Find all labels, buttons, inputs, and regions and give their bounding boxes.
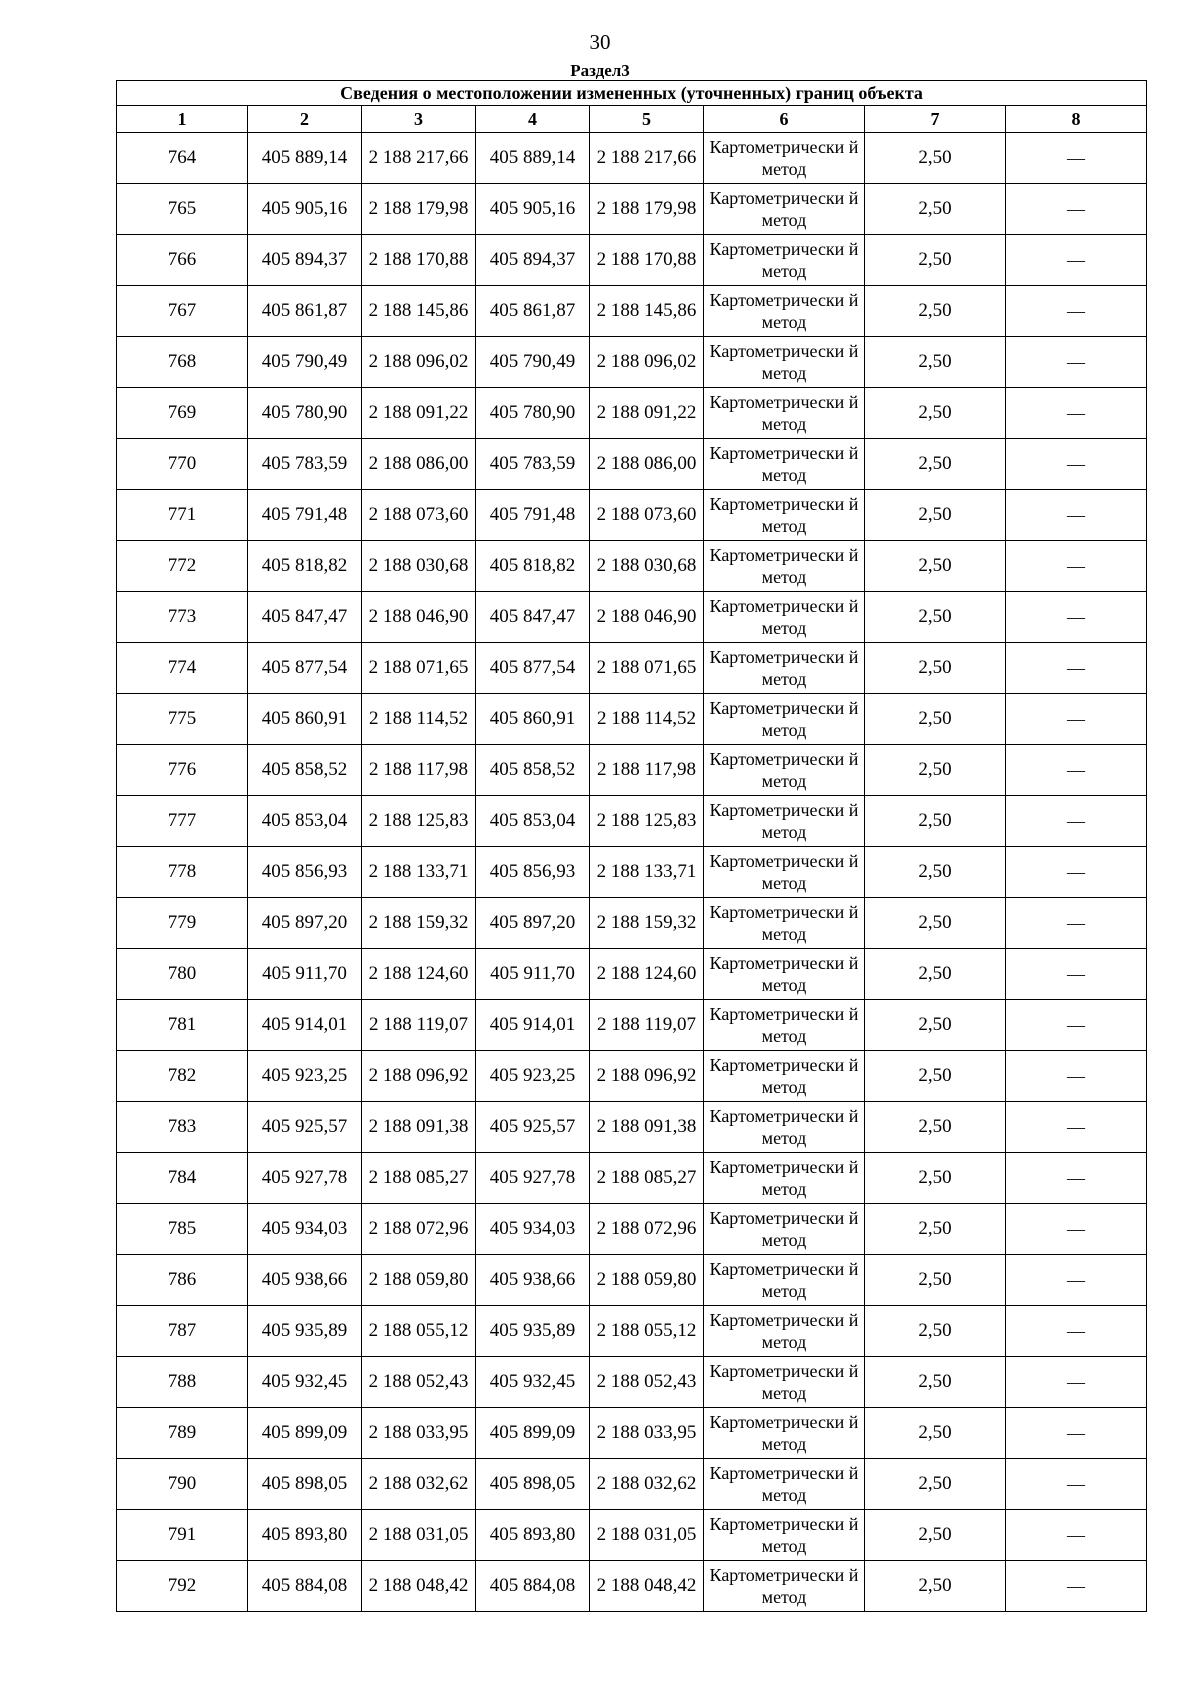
point-number-cell: 773 [117, 592, 248, 643]
y-existing-cell: 2 188 114,52 [362, 694, 476, 745]
x-existing-cell: 405 932,45 [248, 1357, 362, 1408]
y-existing-cell: 2 188 030,68 [362, 541, 476, 592]
y-refined-cell: 2 188 179,98 [590, 184, 704, 235]
point-number-cell: 765 [117, 184, 248, 235]
point-number-cell: 780 [117, 949, 248, 1000]
y-existing-cell: 2 188 091,38 [362, 1102, 476, 1153]
note-cell: — [1006, 1357, 1147, 1408]
note-cell: — [1006, 1306, 1147, 1357]
x-refined-cell: 405 790,49 [476, 337, 590, 388]
column-header-2: 2 [248, 106, 362, 133]
point-number-cell: 774 [117, 643, 248, 694]
y-existing-cell: 2 188 072,96 [362, 1204, 476, 1255]
accuracy-cell: 2,50 [865, 694, 1006, 745]
point-number-cell: 764 [117, 133, 248, 184]
note-cell: — [1006, 184, 1147, 235]
table-row [117, 592, 1147, 643]
x-existing-cell: 405 938,66 [248, 1255, 362, 1306]
accuracy-cell: 2,50 [865, 898, 1006, 949]
accuracy-cell: 2,50 [865, 1459, 1006, 1510]
x-existing-cell: 405 905,16 [248, 184, 362, 235]
method-cell: Картометрически й метод [704, 184, 865, 235]
y-existing-cell: 2 188 145,86 [362, 286, 476, 337]
x-refined-cell: 405 889,14 [476, 133, 590, 184]
x-refined-cell: 405 893,80 [476, 1510, 590, 1561]
point-number-cell: 779 [117, 898, 248, 949]
y-refined-cell: 2 188 124,60 [590, 949, 704, 1000]
accuracy-cell: 2,50 [865, 847, 1006, 898]
y-refined-cell: 2 188 030,68 [590, 541, 704, 592]
x-refined-cell: 405 934,03 [476, 1204, 590, 1255]
note-cell: — [1006, 796, 1147, 847]
table-row [117, 745, 1147, 796]
y-existing-cell: 2 188 031,05 [362, 1510, 476, 1561]
column-header-3: 3 [362, 106, 476, 133]
accuracy-cell: 2,50 [865, 541, 1006, 592]
x-existing-cell: 405 889,14 [248, 133, 362, 184]
y-existing-cell: 2 188 055,12 [362, 1306, 476, 1357]
x-existing-cell: 405 783,59 [248, 439, 362, 490]
y-refined-cell: 2 188 125,83 [590, 796, 704, 847]
note-cell: — [1006, 235, 1147, 286]
y-refined-cell: 2 188 170,88 [590, 235, 704, 286]
accuracy-cell: 2,50 [865, 1357, 1006, 1408]
note-cell: — [1006, 133, 1147, 184]
y-refined-cell: 2 188 033,95 [590, 1408, 704, 1459]
point-number-cell: 785 [117, 1204, 248, 1255]
y-refined-cell: 2 188 048,42 [590, 1561, 704, 1612]
method-cell: Картометрически й метод [704, 949, 865, 1000]
method-cell: Картометрически й метод [704, 1408, 865, 1459]
y-existing-cell: 2 188 125,83 [362, 796, 476, 847]
y-refined-cell: 2 188 032,62 [590, 1459, 704, 1510]
point-number-cell: 766 [117, 235, 248, 286]
y-existing-cell: 2 188 119,07 [362, 1000, 476, 1051]
y-existing-cell: 2 188 046,90 [362, 592, 476, 643]
y-refined-cell: 2 188 117,98 [590, 745, 704, 796]
y-existing-cell: 2 188 133,71 [362, 847, 476, 898]
y-refined-cell: 2 188 114,52 [590, 694, 704, 745]
accuracy-cell: 2,50 [865, 337, 1006, 388]
table-body [117, 133, 1147, 1612]
x-refined-cell: 405 858,52 [476, 745, 590, 796]
y-refined-cell: 2 188 133,71 [590, 847, 704, 898]
accuracy-cell: 2,50 [865, 949, 1006, 1000]
x-refined-cell: 405 853,04 [476, 796, 590, 847]
note-cell: — [1006, 1255, 1147, 1306]
method-cell: Картометрически й метод [704, 439, 865, 490]
x-existing-cell: 405 923,25 [248, 1051, 362, 1102]
x-existing-cell: 405 877,54 [248, 643, 362, 694]
point-number-cell: 788 [117, 1357, 248, 1408]
note-cell: — [1006, 1000, 1147, 1051]
x-existing-cell: 405 847,47 [248, 592, 362, 643]
column-header-row [117, 106, 1147, 133]
y-refined-cell: 2 188 091,22 [590, 388, 704, 439]
table-row [117, 286, 1147, 337]
method-cell: Картометрически й метод [704, 1561, 865, 1612]
method-cell: Картометрически й метод [704, 1102, 865, 1153]
x-refined-cell: 405 847,47 [476, 592, 590, 643]
point-number-cell: 778 [117, 847, 248, 898]
point-number-cell: 786 [117, 1255, 248, 1306]
y-refined-cell: 2 188 085,27 [590, 1153, 704, 1204]
y-existing-cell: 2 188 117,98 [362, 745, 476, 796]
table-row [117, 490, 1147, 541]
x-existing-cell: 405 897,20 [248, 898, 362, 949]
accuracy-cell: 2,50 [865, 1051, 1006, 1102]
table-row [117, 1102, 1147, 1153]
accuracy-cell: 2,50 [865, 592, 1006, 643]
note-cell: — [1006, 1459, 1147, 1510]
x-refined-cell: 405 938,66 [476, 1255, 590, 1306]
y-refined-cell: 2 188 071,65 [590, 643, 704, 694]
x-existing-cell: 405 914,01 [248, 1000, 362, 1051]
point-number-cell: 783 [117, 1102, 248, 1153]
method-cell: Картометрически й метод [704, 133, 865, 184]
y-existing-cell: 2 188 179,98 [362, 184, 476, 235]
method-cell: Картометрически й метод [704, 337, 865, 388]
note-cell: — [1006, 592, 1147, 643]
x-existing-cell: 405 934,03 [248, 1204, 362, 1255]
x-existing-cell: 405 893,80 [248, 1510, 362, 1561]
note-cell: — [1006, 847, 1147, 898]
x-existing-cell: 405 791,48 [248, 490, 362, 541]
y-refined-cell: 2 188 052,43 [590, 1357, 704, 1408]
y-refined-cell: 2 188 046,90 [590, 592, 704, 643]
method-cell: Картометрически й метод [704, 1510, 865, 1561]
point-number-cell: 767 [117, 286, 248, 337]
y-existing-cell: 2 188 071,65 [362, 643, 476, 694]
method-cell: Картометрически й метод [704, 796, 865, 847]
x-refined-cell: 405 927,78 [476, 1153, 590, 1204]
point-number-cell: 792 [117, 1561, 248, 1612]
x-refined-cell: 405 897,20 [476, 898, 590, 949]
y-existing-cell: 2 188 091,22 [362, 388, 476, 439]
method-cell: Картометрически й метод [704, 745, 865, 796]
y-refined-cell: 2 188 217,66 [590, 133, 704, 184]
x-refined-cell: 405 932,45 [476, 1357, 590, 1408]
table-row [117, 439, 1147, 490]
x-existing-cell: 405 858,52 [248, 745, 362, 796]
table-row [117, 337, 1147, 388]
table-row [117, 949, 1147, 1000]
x-existing-cell: 405 927,78 [248, 1153, 362, 1204]
note-cell: — [1006, 337, 1147, 388]
method-cell: Картометрически й метод [704, 388, 865, 439]
table-row [117, 1510, 1147, 1561]
table-row [117, 1408, 1147, 1459]
x-refined-cell: 405 856,93 [476, 847, 590, 898]
method-cell: Картометрически й метод [704, 643, 865, 694]
x-existing-cell: 405 935,89 [248, 1306, 362, 1357]
y-refined-cell: 2 188 091,38 [590, 1102, 704, 1153]
x-refined-cell: 405 877,54 [476, 643, 590, 694]
note-cell: — [1006, 643, 1147, 694]
y-refined-cell: 2 188 119,07 [590, 1000, 704, 1051]
accuracy-cell: 2,50 [865, 235, 1006, 286]
method-cell: Картометрически й метод [704, 1204, 865, 1255]
method-cell: Картометрически й метод [704, 898, 865, 949]
note-cell: — [1006, 439, 1147, 490]
y-existing-cell: 2 188 059,80 [362, 1255, 476, 1306]
y-refined-cell: 2 188 159,32 [590, 898, 704, 949]
accuracy-cell: 2,50 [865, 1204, 1006, 1255]
point-number-cell: 777 [117, 796, 248, 847]
method-cell: Картометрически й метод [704, 1255, 865, 1306]
y-refined-cell: 2 188 073,60 [590, 490, 704, 541]
x-existing-cell: 405 911,70 [248, 949, 362, 1000]
y-existing-cell: 2 188 124,60 [362, 949, 476, 1000]
boundary-coordinates-table [116, 80, 1147, 1612]
x-refined-cell: 405 860,91 [476, 694, 590, 745]
x-refined-cell: 405 905,16 [476, 184, 590, 235]
y-refined-cell: 2 188 072,96 [590, 1204, 704, 1255]
note-cell: — [1006, 1510, 1147, 1561]
method-cell: Картометрически й метод [704, 592, 865, 643]
y-refined-cell: 2 188 086,00 [590, 439, 704, 490]
x-refined-cell: 405 898,05 [476, 1459, 590, 1510]
x-refined-cell: 405 783,59 [476, 439, 590, 490]
method-cell: Картометрически й метод [704, 694, 865, 745]
note-cell: — [1006, 541, 1147, 592]
table-row [117, 643, 1147, 694]
x-refined-cell: 405 923,25 [476, 1051, 590, 1102]
y-existing-cell: 2 188 170,88 [362, 235, 476, 286]
x-refined-cell: 405 914,01 [476, 1000, 590, 1051]
table-row [117, 388, 1147, 439]
point-number-cell: 770 [117, 439, 248, 490]
column-header-4: 4 [476, 106, 590, 133]
x-refined-cell: 405 911,70 [476, 949, 590, 1000]
x-refined-cell: 405 925,57 [476, 1102, 590, 1153]
table-row [117, 847, 1147, 898]
note-cell: — [1006, 1153, 1147, 1204]
table-row [117, 796, 1147, 847]
page-number: 30 [589, 30, 611, 54]
x-existing-cell: 405 898,05 [248, 1459, 362, 1510]
y-existing-cell: 2 188 052,43 [362, 1357, 476, 1408]
table-row [117, 1051, 1147, 1102]
y-existing-cell: 2 188 217,66 [362, 133, 476, 184]
method-cell: Картометрически й метод [704, 1306, 865, 1357]
table-row [117, 694, 1147, 745]
column-header-1: 1 [117, 106, 248, 133]
accuracy-cell: 2,50 [865, 1153, 1006, 1204]
point-number-cell: 769 [117, 388, 248, 439]
y-refined-cell: 2 188 055,12 [590, 1306, 704, 1357]
x-refined-cell: 405 935,89 [476, 1306, 590, 1357]
accuracy-cell: 2,50 [865, 1408, 1006, 1459]
method-cell: Картометрически й метод [704, 286, 865, 337]
y-refined-cell: 2 188 059,80 [590, 1255, 704, 1306]
point-number-cell: 790 [117, 1459, 248, 1510]
y-refined-cell: 2 188 096,92 [590, 1051, 704, 1102]
y-existing-cell: 2 188 096,92 [362, 1051, 476, 1102]
column-header-8: 8 [1006, 106, 1147, 133]
y-existing-cell: 2 188 085,27 [362, 1153, 476, 1204]
y-existing-cell: 2 188 073,60 [362, 490, 476, 541]
table-row [117, 235, 1147, 286]
accuracy-cell: 2,50 [865, 1102, 1006, 1153]
x-refined-cell: 405 861,87 [476, 286, 590, 337]
note-cell: — [1006, 1204, 1147, 1255]
accuracy-cell: 2,50 [865, 1000, 1006, 1051]
table-caption: Сведения о местоположении измененных (уточненных) границ объекта [117, 81, 1147, 106]
note-cell: — [1006, 898, 1147, 949]
y-refined-cell: 2 188 096,02 [590, 337, 704, 388]
method-cell: Картометрически й метод [704, 541, 865, 592]
point-number-cell: 775 [117, 694, 248, 745]
accuracy-cell: 2,50 [865, 439, 1006, 490]
note-cell: — [1006, 1408, 1147, 1459]
accuracy-cell: 2,50 [865, 184, 1006, 235]
x-refined-cell: 405 780,90 [476, 388, 590, 439]
note-cell: — [1006, 388, 1147, 439]
method-cell: Картометрически й метод [704, 1051, 865, 1102]
point-number-cell: 791 [117, 1510, 248, 1561]
method-cell: Картометрически й метод [704, 490, 865, 541]
point-number-cell: 771 [117, 490, 248, 541]
accuracy-cell: 2,50 [865, 286, 1006, 337]
note-cell: — [1006, 1051, 1147, 1102]
y-existing-cell: 2 188 159,32 [362, 898, 476, 949]
x-existing-cell: 405 925,57 [248, 1102, 362, 1153]
column-header-5: 5 [590, 106, 704, 133]
point-number-cell: 776 [117, 745, 248, 796]
x-existing-cell: 405 780,90 [248, 388, 362, 439]
table-row [117, 1153, 1147, 1204]
x-existing-cell: 405 856,93 [248, 847, 362, 898]
accuracy-cell: 2,50 [865, 745, 1006, 796]
table-row [117, 541, 1147, 592]
table-row [117, 1561, 1147, 1612]
note-cell: — [1006, 694, 1147, 745]
method-cell: Картометрически й метод [704, 1357, 865, 1408]
point-number-cell: 784 [117, 1153, 248, 1204]
x-refined-cell: 405 899,09 [476, 1408, 590, 1459]
table-row [117, 1459, 1147, 1510]
table-row [117, 1204, 1147, 1255]
x-existing-cell: 405 899,09 [248, 1408, 362, 1459]
y-refined-cell: 2 188 145,86 [590, 286, 704, 337]
table-row [117, 1255, 1147, 1306]
x-refined-cell: 405 791,48 [476, 490, 590, 541]
accuracy-cell: 2,50 [865, 133, 1006, 184]
x-existing-cell: 405 884,08 [248, 1561, 362, 1612]
section-title: Раздел3 [570, 61, 630, 80]
table-row [117, 1000, 1147, 1051]
note-cell: — [1006, 949, 1147, 1000]
x-refined-cell: 405 894,37 [476, 235, 590, 286]
point-number-cell: 782 [117, 1051, 248, 1102]
accuracy-cell: 2,50 [865, 1510, 1006, 1561]
point-number-cell: 789 [117, 1408, 248, 1459]
x-existing-cell: 405 790,49 [248, 337, 362, 388]
method-cell: Картометрически й метод [704, 1153, 865, 1204]
point-number-cell: 772 [117, 541, 248, 592]
note-cell: — [1006, 1561, 1147, 1612]
y-existing-cell: 2 188 048,42 [362, 1561, 476, 1612]
note-cell: — [1006, 745, 1147, 796]
method-cell: Картометрически й метод [704, 1000, 865, 1051]
point-number-cell: 768 [117, 337, 248, 388]
table-row [117, 184, 1147, 235]
accuracy-cell: 2,50 [865, 796, 1006, 847]
note-cell: — [1006, 490, 1147, 541]
x-refined-cell: 405 884,08 [476, 1561, 590, 1612]
x-existing-cell: 405 853,04 [248, 796, 362, 847]
y-existing-cell: 2 188 096,02 [362, 337, 476, 388]
x-existing-cell: 405 861,87 [248, 286, 362, 337]
method-cell: Картометрически й метод [704, 1459, 865, 1510]
table-row [117, 898, 1147, 949]
accuracy-cell: 2,50 [865, 1306, 1006, 1357]
accuracy-cell: 2,50 [865, 643, 1006, 694]
column-header-6: 6 [704, 106, 865, 133]
point-number-cell: 781 [117, 1000, 248, 1051]
y-existing-cell: 2 188 032,62 [362, 1459, 476, 1510]
table-row [117, 133, 1147, 184]
y-existing-cell: 2 188 086,00 [362, 439, 476, 490]
table-row [117, 1357, 1147, 1408]
accuracy-cell: 2,50 [865, 1561, 1006, 1612]
x-refined-cell: 405 818,82 [476, 541, 590, 592]
table-row [117, 1306, 1147, 1357]
x-existing-cell: 405 894,37 [248, 235, 362, 286]
method-cell: Картометрически й метод [704, 235, 865, 286]
point-number-cell: 787 [117, 1306, 248, 1357]
y-existing-cell: 2 188 033,95 [362, 1408, 476, 1459]
accuracy-cell: 2,50 [865, 388, 1006, 439]
x-existing-cell: 405 860,91 [248, 694, 362, 745]
accuracy-cell: 2,50 [865, 1255, 1006, 1306]
y-refined-cell: 2 188 031,05 [590, 1510, 704, 1561]
note-cell: — [1006, 1102, 1147, 1153]
x-existing-cell: 405 818,82 [248, 541, 362, 592]
note-cell: — [1006, 286, 1147, 337]
column-header-7: 7 [865, 106, 1006, 133]
method-cell: Картометрически й метод [704, 847, 865, 898]
accuracy-cell: 2,50 [865, 490, 1006, 541]
